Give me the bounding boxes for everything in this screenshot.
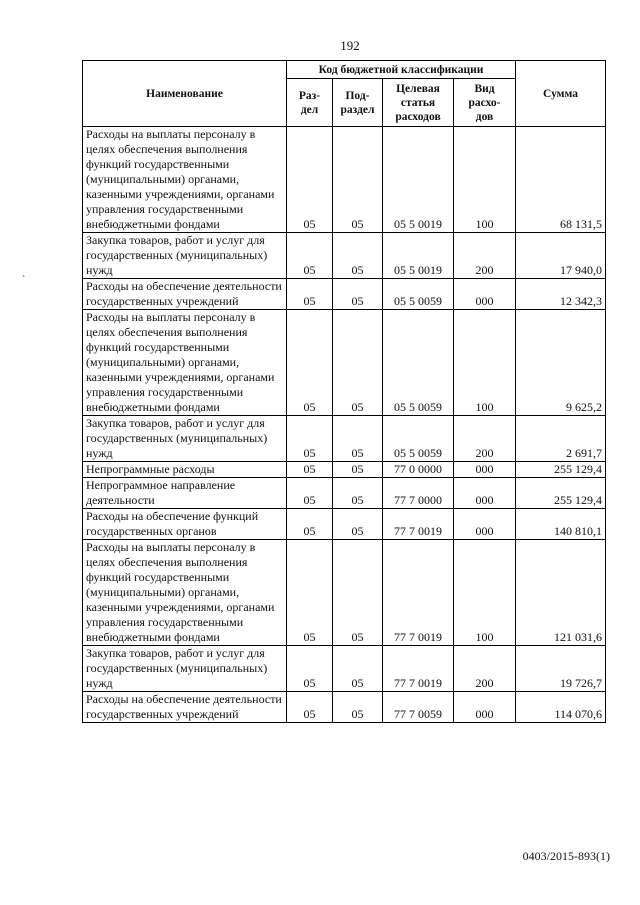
row-target: 77 7 0059	[383, 692, 454, 723]
row-name: Закупка товаров, работ и услуг для государственных (муниципальных) нужд	[83, 233, 287, 279]
row-target: 05 5 0019	[383, 127, 454, 233]
row-name: Расходы на выплаты персоналу в целях обеспечения выполнения функций государственными (муниципальными) органами, казенными учреждениями, органами управления государственными внебюджетными фондами	[83, 127, 287, 233]
row-section: 05	[287, 233, 333, 279]
table-row	[83, 509, 606, 540]
table-row	[83, 540, 606, 646]
budget-table	[82, 60, 606, 723]
table-row	[83, 233, 606, 279]
row-type: 100	[454, 127, 516, 233]
row-subsection: 05	[333, 509, 383, 540]
row-sum: 114 070,6	[516, 692, 606, 723]
row-sum: 9 625,2	[516, 310, 606, 416]
table-row	[83, 279, 606, 310]
document-code: 0403/2015-893(1)	[522, 849, 610, 863]
row-name: Непрограммные расходы	[83, 462, 287, 478]
row-target: 77 7 0019	[383, 646, 454, 692]
row-sum: 255 129,4	[516, 462, 606, 478]
row-target: 05 5 0059	[383, 310, 454, 416]
row-subsection: 05	[333, 279, 383, 310]
row-name: Непрограммное направление деятельности	[83, 478, 287, 509]
row-name: Закупка товаров, работ и услуг для государственных (муниципальных) нужд	[83, 646, 287, 692]
table-row	[83, 127, 606, 233]
row-subsection: 05	[333, 127, 383, 233]
row-sum: 140 810,1	[516, 509, 606, 540]
row-target: 05 5 0059	[383, 279, 454, 310]
row-sum: 12 342,3	[516, 279, 606, 310]
row-target: 05 5 0059	[383, 416, 454, 462]
row-type: 000	[454, 692, 516, 723]
row-type: 200	[454, 416, 516, 462]
row-type: 000	[454, 478, 516, 509]
header-sum: Сумма	[516, 61, 606, 127]
row-subsection: 05	[333, 416, 383, 462]
table-row	[83, 692, 606, 723]
scan-mark: `	[22, 275, 26, 286]
header-section: Раз- дел	[287, 79, 333, 127]
row-target: 05 5 0019	[383, 233, 454, 279]
table-row	[83, 310, 606, 416]
row-subsection: 05	[333, 462, 383, 478]
row-sum: 17 940,0	[516, 233, 606, 279]
table-row	[83, 646, 606, 692]
row-section: 05	[287, 509, 333, 540]
row-target: 77 7 0019	[383, 509, 454, 540]
header-subsection: Под- раздел	[333, 79, 383, 127]
row-type: 000	[454, 279, 516, 310]
row-target: 77 7 0000	[383, 478, 454, 509]
row-section: 05	[287, 279, 333, 310]
row-section: 05	[287, 310, 333, 416]
header-target-article: Целевая статья расходов	[383, 79, 454, 127]
row-section: 05	[287, 478, 333, 509]
row-section: 05	[287, 462, 333, 478]
row-section: 05	[287, 646, 333, 692]
row-type: 100	[454, 540, 516, 646]
row-name: Расходы на обеспечение деятельности государственных учреждений	[83, 279, 287, 310]
row-target: 77 7 0019	[383, 540, 454, 646]
row-subsection: 05	[333, 310, 383, 416]
row-subsection: 05	[333, 692, 383, 723]
row-type: 000	[454, 462, 516, 478]
table-row	[83, 416, 606, 462]
row-sum: 2 691,7	[516, 416, 606, 462]
row-subsection: 05	[333, 646, 383, 692]
row-subsection: 05	[333, 233, 383, 279]
header-name: Наименование	[83, 61, 287, 127]
row-section: 05	[287, 540, 333, 646]
row-subsection: 05	[333, 540, 383, 646]
row-name: Расходы на обеспечение функций государственных органов	[83, 509, 287, 540]
row-sum: 68 131,5	[516, 127, 606, 233]
row-sum: 255 129,4	[516, 478, 606, 509]
page-number: 192	[340, 38, 360, 53]
row-type: 200	[454, 646, 516, 692]
table-row	[83, 478, 606, 509]
row-type: 100	[454, 310, 516, 416]
row-sum: 121 031,6	[516, 540, 606, 646]
table-row	[83, 462, 606, 478]
row-name: Закупка товаров, работ и услуг для государственных (муниципальных) нужд	[83, 416, 287, 462]
row-section: 05	[287, 127, 333, 233]
row-name: Расходы на выплаты персоналу в целях обеспечения выполнения функций государственными (муниципальными) органами, казенными учреждениями, органами управления государственными внебюджетными фондами	[83, 310, 287, 416]
header-classification-code: Код бюджетной классификации	[287, 61, 516, 79]
row-target: 77 0 0000	[383, 462, 454, 478]
header-expense-type: Вид расхо- дов	[454, 79, 516, 127]
row-section: 05	[287, 692, 333, 723]
row-type: 000	[454, 509, 516, 540]
row-subsection: 05	[333, 478, 383, 509]
row-section: 05	[287, 416, 333, 462]
row-name: Расходы на обеспечение деятельности государственных учреждений	[83, 692, 287, 723]
row-sum: 19 726,7	[516, 646, 606, 692]
row-name: Расходы на выплаты персоналу в целях обеспечения выполнения функций государственными (муниципальными) органами, казенными учреждениями, органами управления государственными внебюджетными фондами	[83, 540, 287, 646]
row-type: 200	[454, 233, 516, 279]
